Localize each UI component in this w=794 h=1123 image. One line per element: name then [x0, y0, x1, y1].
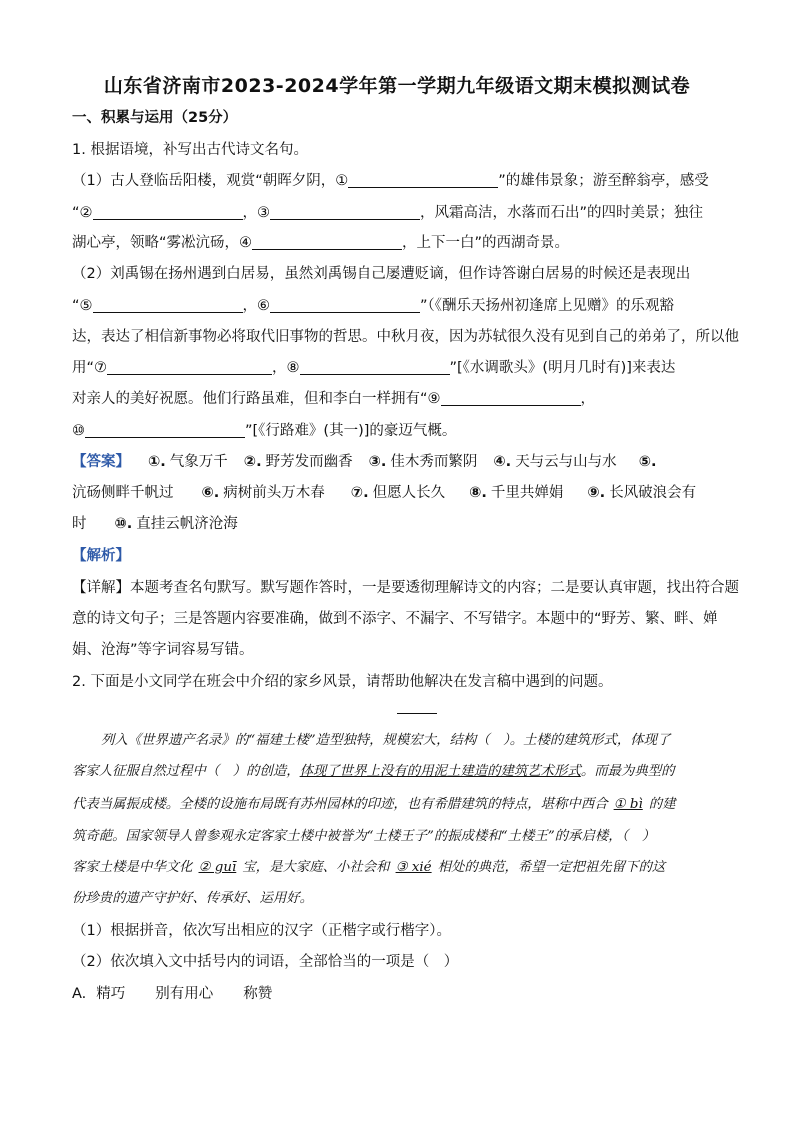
- passage-line3: 代表当属振成楼。全楼的设施布局既有苏州园林的印迹，也有希腊建筑的特点，堪称中西合 ① bì 的建: [72, 797, 676, 812]
- q1-stem: 1. 根据语境，补写出古代诗文名句。: [72, 142, 308, 158]
- underlined-sentence: 体现了世界上没有的用泥土建造的建筑艺术形式: [299, 764, 581, 779]
- analysis-line3: 娟、沧海”等字词容易写错。: [72, 642, 254, 658]
- q1-part2-line5: 对亲人的美好祝愿。他们行路虽难，但和李白一样拥有“⑨ ，: [72, 391, 596, 407]
- option-a[interactable]: A. 精巧 别有用心 称赞: [72, 986, 273, 1002]
- passage-line2: 客家人征服自然过程中（ ）的创造，体现了世界上没有的用泥土建造的建筑艺术形式。而最为典型的: [72, 764, 675, 779]
- answer-blank[interactable]: [348, 172, 498, 188]
- q1-part1-line2: “② ，③ ，风霜高洁，水落而石出”的四时美景；独往: [72, 205, 704, 221]
- analysis-line1: 【详解】本题考查名句默写。默写题作答时，一是要透彻理解诗文的内容；二是要认真审题，找出符合题: [72, 580, 739, 596]
- page-title: 山东省济南市2023-2024学年第一学期九年级语文期末模拟测试卷: [103, 75, 691, 97]
- answer-blank[interactable]: [107, 359, 272, 375]
- analysis-label: 【解析】: [72, 548, 130, 564]
- q1-part1-line1: （1）古人登临岳阳楼，观赏“朝晖夕阴，① ”的雄伟景象；游至醉翁亭，感受: [72, 173, 709, 189]
- answer-blank[interactable]: [93, 204, 243, 220]
- pinyin-blank[interactable]: ① bì: [613, 797, 643, 812]
- q1-part2-line2: “⑤ ，⑥ ”（《酬乐天扬州初逢席上见赠》的乐观豁: [72, 298, 675, 314]
- passage-line6: 份珍贵的遗产守护好、传承好、运用好。: [72, 891, 314, 906]
- q1-part2-line6: ⑩ ”[《行路难》(其一)]的豪迈气概。: [72, 423, 457, 439]
- answer-blank[interactable]: [270, 297, 420, 313]
- q1-part1-line3: 湖心亭，领略“雾凇沆砀，④ ，上下一白”的西湖奇景。: [72, 235, 570, 251]
- pinyin-blank[interactable]: ② guī: [198, 860, 237, 875]
- q2-sub1: （1）根据拼音，依次写出相应的汉字（正楷字或行楷字）。: [72, 923, 451, 939]
- answer-label: 【答案】: [72, 454, 130, 470]
- pinyin-blank[interactable]: ③ xié: [395, 860, 432, 875]
- answer-blank[interactable]: [85, 422, 245, 438]
- analysis-line2: 意的诗文句子；三是答题内容要准确，做到不添字、不漏字、不写错字。本题中的“野芳、繁、畔、婵: [72, 611, 718, 627]
- answer-blank[interactable]: [93, 297, 243, 313]
- answer-blank[interactable]: [441, 390, 581, 406]
- answer-blank[interactable]: [300, 359, 450, 375]
- answer-line2: 沆砀侧畔千帆过 ⑥. 病树前头万木春 ⑦. 但愿人长久 ⑧. 千里共婵娟 ⑨. 长风破浪会有: [72, 485, 697, 501]
- divider: [397, 713, 437, 714]
- section-heading: 一、积累与运用（25分）: [72, 110, 238, 126]
- answer-blank[interactable]: [270, 204, 420, 220]
- q2-stem: 2. 下面是小文同学在班会中介绍的家乡风景，请帮助他解决在发言稿中遇到的问题。: [72, 674, 613, 690]
- q1-part2-line3: 达，表达了相信新事物必将取代旧事物的哲思。中秋月夜，因为苏轼很久没有见到自己的弟弟了，所以他: [72, 329, 739, 345]
- passage-line4: 筑奇葩。国家领导人曾参观永定客家土楼中被誉为“土楼王子”的振成楼和“土楼王”的承启楼，（ ）: [72, 829, 656, 844]
- q2-sub2: （2）依次填入文中括号内的词语，全部恰当的一项是（ ）: [72, 954, 459, 970]
- passage-line5: 客家土楼是中华文化 ② guī 宝，是大家庭、小社会和 ③ xié 相处的典范，希望一定把祖先留下的这: [72, 860, 666, 875]
- answer-line1: 【答案】 ①. 气象万千 ②. 野芳发而幽香 ③. 佳木秀而繁阴 ④. 天与云与山与水 ⑤.: [72, 454, 657, 470]
- passage-line1: 列入《世界遗产名录》的“福建土楼”造型独特，规模宏大，结构（ ）。土楼的建筑形式，体现了: [101, 733, 671, 748]
- q1-part2-line4: 用“⑦ ，⑧ ”[《水调歌头》(明月几时有)]来表达: [72, 360, 676, 376]
- answer-line3: 时 ⑩. 直挂云帆济沧海: [72, 516, 238, 532]
- q1-part2-line1: （2）刘禹锡在扬州遇到白居易，虽然刘禹锡自己屡遭贬谪，但作诗答谢白居易的时候还是表现出: [72, 266, 691, 282]
- answer-blank[interactable]: [252, 234, 402, 250]
